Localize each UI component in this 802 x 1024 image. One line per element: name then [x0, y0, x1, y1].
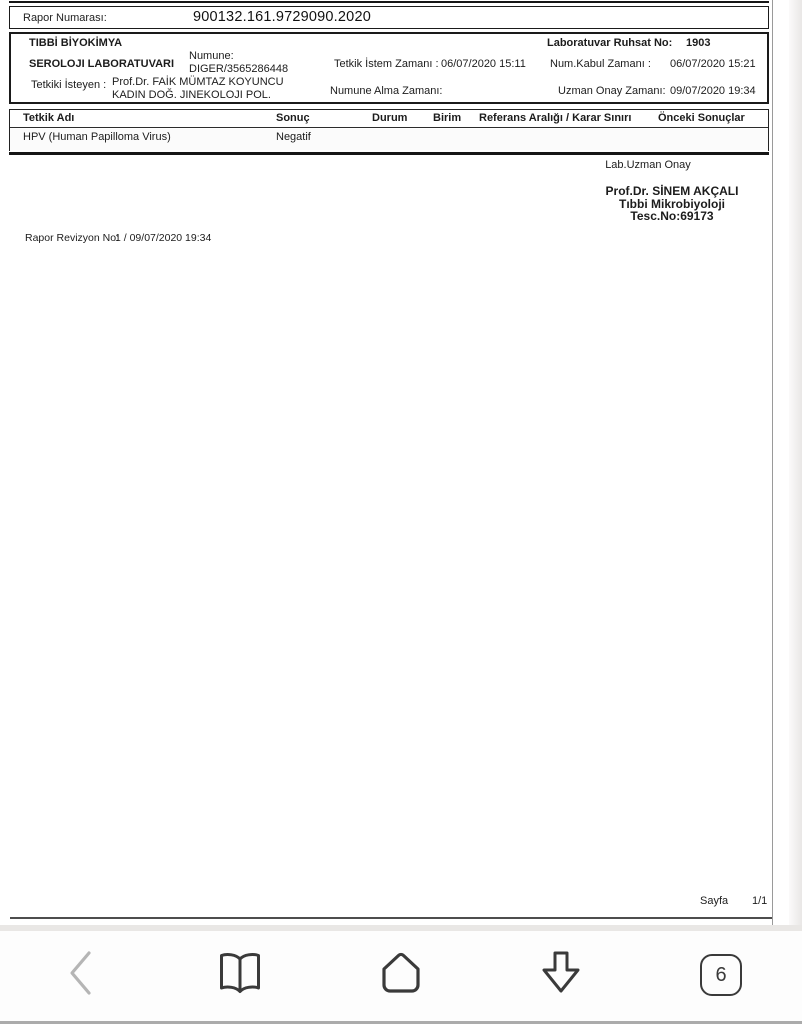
accept-time-label: Num.Kabul Zamanı : — [550, 58, 651, 70]
sample-value: DIGER/3565286448 — [189, 63, 289, 75]
requested-by-line2: KADIN DOĞ. JINEKOLOJI POL. — [112, 89, 271, 101]
approval-time-label: Uzman Onay Zamanı: — [558, 85, 666, 97]
signature-name: Prof.Dr. SİNEM AKÇALI — [605, 184, 739, 198]
scrollbar-track[interactable] — [789, 0, 802, 925]
signature-block — [592, 185, 752, 223]
table-bottom-rule — [9, 152, 769, 155]
cell-result: Negatif — [276, 131, 311, 143]
cell-test-name: HPV (Human Papilloma Virus) — [23, 131, 171, 143]
download-button[interactable] — [501, 931, 621, 1019]
bookmarks-button[interactable] — [180, 931, 300, 1019]
sample-time-label: Numune Alma Zamanı: — [330, 85, 443, 97]
col-header-reference: Referans Aralığı / Karar Sınırı — [479, 112, 632, 124]
license-value: 1903 — [686, 37, 711, 49]
approval-time-value: 09/07/2020 19:34 — [670, 85, 756, 97]
arrow-down-icon — [538, 948, 584, 1003]
results-table — [9, 109, 769, 151]
request-time-value: 06/07/2020 15:11 — [441, 58, 526, 70]
col-header-status: Durum — [372, 112, 408, 124]
col-header-unit: Birim — [433, 112, 462, 124]
department-line1: TIBBİ BİYOKİMYA — [29, 37, 123, 49]
signature-specialty: Tıbbi Mikrobiyoloji — [619, 196, 725, 211]
results-table-header — [10, 110, 768, 128]
report-number-value: 900132.161.9729090.2020 — [193, 9, 371, 25]
page-right-edge — [772, 0, 773, 925]
requested-by-line1: Prof.Dr. FAİK MÜMTAZ KOYUNCU — [112, 76, 284, 88]
revision-value: 1 / 09/07/2020 19:34 — [115, 232, 212, 244]
report-number-box — [9, 6, 769, 29]
report-number-label: Rapor Numarası: — [23, 12, 107, 24]
chevron-left-icon — [65, 948, 95, 1003]
col-header-previous: Önceki Sonuçlar — [658, 112, 745, 124]
home-button[interactable] — [341, 931, 461, 1019]
request-time-label: Tetkik İstem Zamanı : — [334, 58, 439, 70]
signature-registration: Tesc.No:69173 — [630, 209, 714, 223]
requested-by-label: Tetkiki İsteyen : — [31, 79, 107, 91]
bottom-toolbar — [0, 931, 802, 1024]
revision-label: Rapor Revizyon No: — [25, 232, 119, 244]
sample-label: Numune: — [189, 50, 234, 62]
col-header-test-name: Tetkik Adı — [23, 112, 75, 124]
page-label: Sayfa — [700, 895, 729, 907]
signature-title: Lab.Uzman Onay — [605, 159, 691, 171]
license-label: Laboratuvar Ruhsat No: — [547, 37, 673, 49]
department-line2: SEROLOJI LABORATUVARI — [29, 58, 175, 70]
tab-counter — [700, 954, 742, 996]
back-button[interactable] — [20, 931, 140, 1019]
tab-count-value: 6 — [715, 963, 727, 986]
col-header-result: Sonuç — [276, 112, 310, 124]
previous-section-border — [9, 1, 769, 3]
lab-header-box — [9, 32, 769, 104]
accept-time-value: 06/07/2020 15:21 — [670, 58, 756, 70]
tabs-button[interactable] — [661, 931, 781, 1019]
table-row — [10, 129, 768, 150]
open-book-icon — [215, 950, 265, 1001]
document-footer-rule — [10, 917, 772, 919]
page-number: 1/1 — [752, 895, 768, 907]
home-icon — [377, 949, 425, 1002]
